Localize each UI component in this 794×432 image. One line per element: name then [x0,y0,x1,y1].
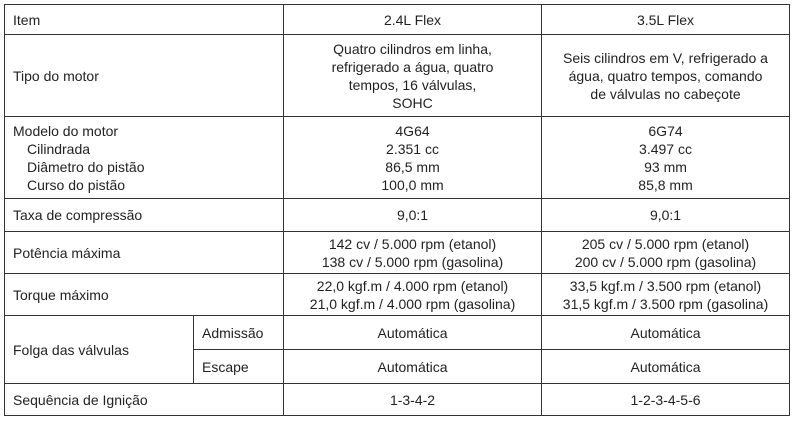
potencia-col2 [542,232,790,274]
header-col1: 2.4L Flex [284,5,542,35]
potencia-col1-line: 142 cv / 5.000 rpm (etanol) [328,235,497,252]
label-modelo: Modelo do motor [13,122,119,139]
tipo-col1-line: refrigerado a água, quatro [331,58,494,75]
tipo-col1 [284,35,542,117]
label-potencia-maxima: Potência máxima [5,232,284,274]
tipo-col2-line: água, quatro tempos, comando [568,67,763,84]
torque-col1-line: 22,0 kgf.m / 4.000 rpm (etanol) [316,277,509,294]
escape-col1: Automática [284,350,542,384]
modelo-col1 [284,117,542,199]
tipo-col2 [542,35,790,117]
tipo-col2-line: Seis cilindros em V, refrigerado a [563,49,768,66]
label-modelo-motor [5,117,284,199]
torque-col1-line: 21,0 kgf.m / 4.000 rpm (gasolina) [309,295,516,312]
potencia-col1-line: 138 cv / 5.000 rpm (gasolina) [321,253,504,270]
modelo-col1-value: 4G64 [395,122,430,139]
torque-col1 [284,274,542,316]
modelo-col2-value: 93 mm [644,158,687,175]
label-escape: Escape [194,350,284,384]
tipo-col1-line: Quatro cilindros em linha, [333,40,492,57]
spec-table-container [4,4,790,416]
row-sequencia-ignicao [5,384,790,416]
label-diametro: Diâmetro do pistão [27,158,145,175]
modelo-col1-value: 2.351 cc [386,140,439,157]
row-taxa-compressao [5,199,790,232]
header-row [5,5,790,35]
label-folga-valvulas: Folga das válvulas [5,316,194,384]
modelo-col2-value: 85,8 mm [638,176,693,193]
label-admissao: Admissão [194,316,284,350]
sequencia-col2: 1-2-3-4-5-6 [542,384,790,416]
label-tipo-motor: Tipo do motor [5,35,284,117]
admissao-col1: Automática [284,316,542,350]
modelo-col1-value: 100,0 mm [381,176,444,193]
label-sequencia-ignicao: Sequência de Ignição [5,384,284,416]
torque-col2-line: 31,5 kgf.m / 3.500 rpm (gasolina) [562,295,769,312]
sequencia-col1: 1-3-4-2 [284,384,542,416]
tipo-col2-line: de válvulas no cabeçote [590,85,741,102]
label-taxa-compressao: Taxa de compressão [5,199,284,232]
modelo-col1-value: 86,5 mm [385,158,440,175]
taxa-col1: 9,0:1 [284,199,542,232]
label-cilindrada: Cilindrada [27,140,91,157]
potencia-col2-line: 200 cv / 5.000 rpm (gasolina) [574,253,757,270]
row-torque-maximo [5,274,790,316]
modelo-col2-value: 3.497 cc [639,140,692,157]
taxa-col2: 9,0:1 [542,199,790,232]
tipo-col1-line: SOHC [392,94,433,111]
label-torque-maximo: Torque máximo [5,274,284,316]
header-col2: 3.5L Flex [542,5,790,35]
row-tipo-motor [5,35,790,117]
modelo-col2-value: 6G74 [648,122,683,139]
row-potencia-maxima [5,232,790,274]
admissao-col2: Automática [542,316,790,350]
modelo-col2 [542,117,790,199]
label-curso: Curso do pistão [27,176,126,193]
torque-col2 [542,274,790,316]
tipo-col1-line: tempos, 16 válvulas, [348,76,477,93]
engine-spec-table [4,4,790,416]
torque-col2-line: 33,5 kgf.m / 3.500 rpm (etanol) [569,277,762,294]
escape-col2: Automática [542,350,790,384]
potencia-col1 [284,232,542,274]
row-modelo-motor [5,117,790,199]
header-item: Item [5,5,284,35]
row-folga-admissao [5,316,790,350]
potencia-col2-line: 205 cv / 5.000 rpm (etanol) [581,235,750,252]
